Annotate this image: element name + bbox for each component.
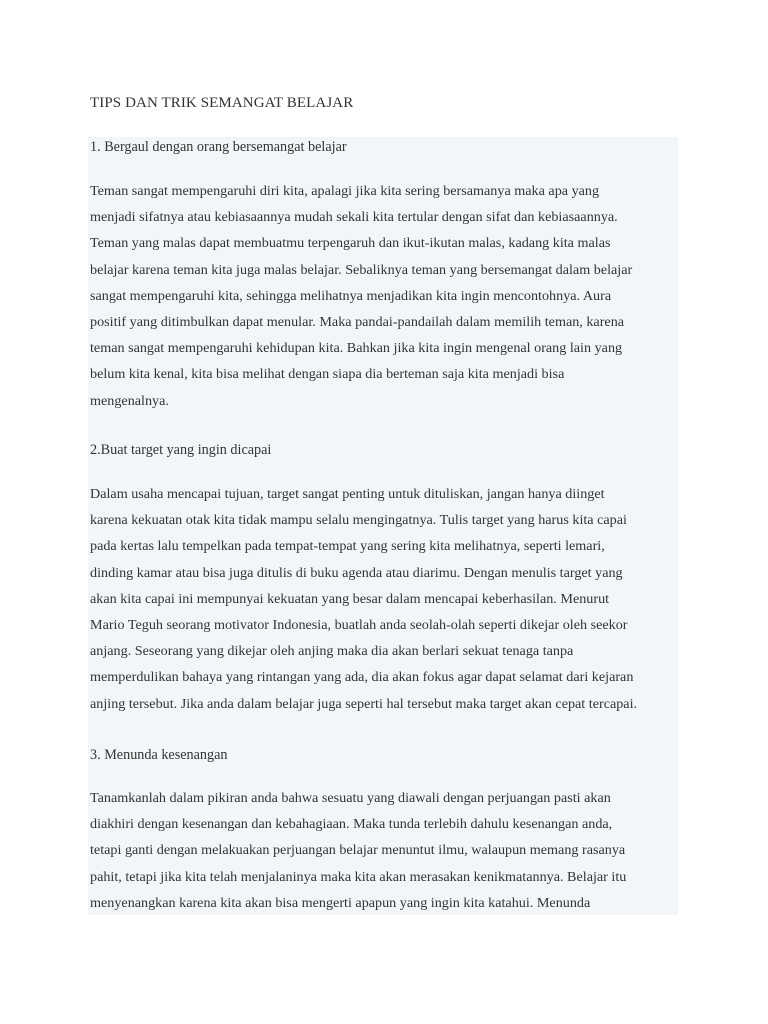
paragraph-line: belum kita kenal, kita bisa melihat dengan siapa dia berteman saja kita menjadi bisa	[90, 366, 565, 383]
paragraph-line: akan kita capai ini mempunyai kekuatan yang besar dalam mencapai keberhasilan. Menurut	[90, 590, 610, 607]
paragraph-line: pada kertas lalu tempelkan pada tempat-tempat yang sering kita melihatnya, seperti lemari,	[90, 538, 605, 555]
section-2-heading: 2.Buat target yang ingin dicapai	[90, 442, 272, 458]
section-2-paragraph	[90, 481, 678, 717]
paragraph-line: mengenalnya.	[90, 392, 169, 409]
paragraph-line: memperdulikan bahaya yang rintangan yang ada, dia akan fokus agar dapat selamat dari kejaran	[90, 669, 634, 686]
paragraph-line: pahit, tetapi jika kita telah menjalaninya maka kita akan merasakan kenikmatannya. Belajar itu	[90, 868, 627, 885]
paragraph-line: teman sangat mempengaruhi kehidupan kita. Bahkan jika kita ingin mengenal orang lain yang	[90, 340, 623, 357]
paragraph-line: dinding kamar atau bisa juga ditulis di buku agenda atau diarimu. Dengan menulis target yang	[90, 564, 623, 581]
paragraph-line: Mario Teguh seorang motivator Indonesia, buatlah anda seolah-olah seperti dikejar oleh seekor	[90, 616, 628, 633]
section-1-paragraph	[90, 178, 678, 414]
paragraph-line: sangat mempengaruhi kita, sehingga melihatnya menjadikan kita ingin mencontohnya. Aura	[90, 287, 612, 304]
paragraph-line: diakhiri dengan kesenangan dan kebahagiaan. Maka tunda terlebih dahulu kesenangan anda,	[90, 816, 613, 833]
section-3-heading: 3. Menunda kesenangan	[90, 747, 228, 763]
paragraph-line: menyenangkan karena kita akan bisa mengerti apapun yang ingin kita katahui. Menunda	[90, 894, 591, 911]
paragraph-line: Dalam usaha mencapai tujuan, target sangat penting untuk dituliskan, jangan hanya diinget	[90, 486, 605, 502]
section-3-paragraph	[90, 785, 678, 915]
paragraph-line: karena kekuatan otak kita tidak mampu selalu mengingatnya. Tulis target yang harus kita capai	[90, 512, 627, 529]
paragraph-line: menjadi sifatnya atau kebiasaannya mudah sekali kita tertular dengan sifat dan kebiasaannya.	[90, 209, 618, 226]
section-1-heading: 1. Bergaul dengan orang bersemangat belajar	[90, 139, 347, 155]
paragraph-line: positif yang ditimbulkan dapat menular. Maka pandai-pandailah dalam memilih teman, karena	[90, 313, 625, 330]
paragraph-line: Teman sangat mempengaruhi diri kita, apalagi jika kita sering bersamanya maka apa yang	[90, 183, 600, 199]
paragraph-line: anjang. Seseorang yang dikejar oleh anjing maka dia akan berlari sekuat tenaga tanpa	[90, 643, 574, 660]
document-body	[88, 137, 678, 915]
paragraph-line: anjing tersebut. Jika anda dalam belajar juga seperti hal tersebut maka target akan cepat tercapai.	[90, 695, 638, 712]
paragraph-line: Teman yang malas dapat membuatmu terpengaruh dan ikut-ikutan malas, kadang kita malas	[90, 235, 611, 252]
paragraph-line: Tanamkanlah dalam pikiran anda bahwa sesuatu yang diawali dengan perjuangan pasti akan	[90, 790, 611, 806]
paragraph-line: belajar karena teman kita juga malas belajar. Sebaliknya teman yang bersemangat dalam belajar	[90, 261, 633, 278]
paragraph-line: tetapi ganti dengan melakuakan perjuangan belajar menuntut ilmu, walaupun memang rasanya	[90, 842, 626, 859]
document-title: TIPS DAN TRIK SEMANGAT BELAJAR	[90, 95, 354, 111]
